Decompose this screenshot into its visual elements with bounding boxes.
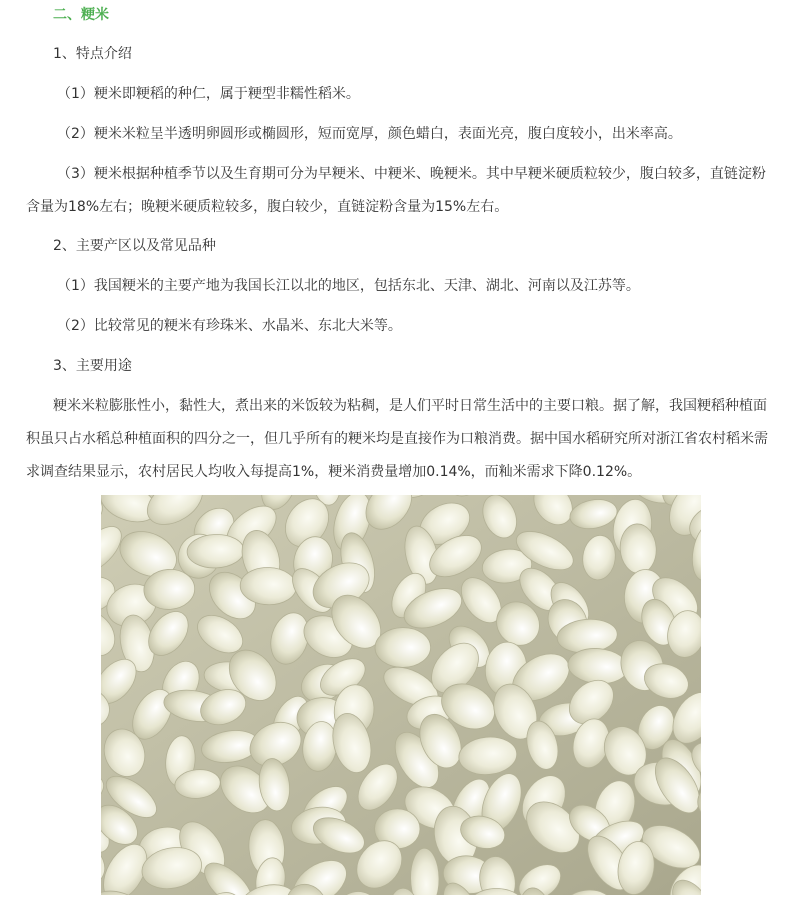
feature-item-1: （1）粳米即粳稻的种仁，属于粳型非糯性稻米。 xyxy=(57,86,360,102)
subsection-title-uses: 3、主要用途 xyxy=(53,358,132,374)
feature-item-3: （3）粳米根据种植季节以及生育期可分为早粳米、中粳米、晚粳米。其中早粳米硬质粒较少，腹白较多，直链淀粉含量为18%左右；晚粳米硬质粒较多，腹白较少，直链淀粉含量为15%左右。 xyxy=(26,166,766,215)
rice-grains-photo xyxy=(101,495,701,895)
rice-grain xyxy=(375,627,431,668)
feature-item-2: （2）粳米米粒呈半透明卵圆形或椭圆形，短而宽厚，颜色蜡白，表面光亮，腹白度较小，出米率高。 xyxy=(57,126,682,142)
section-heading: 二、粳米 xyxy=(53,7,109,23)
rice-grains-image xyxy=(101,495,701,895)
subsection-title-regions: 2、主要产区以及常见品种 xyxy=(53,238,216,254)
region-item-1: （1）我国粳米的主要产地为我国长江以北的地区，包括东北、天津、湖北、河南以及江苏等。 xyxy=(57,278,640,294)
region-item-2: （2）比较常见的粳米有珍珠米、水晶米、东北大米等。 xyxy=(57,318,402,334)
subsection-title-features: 1、特点介绍 xyxy=(53,46,132,62)
uses-paragraph: 粳米米粒膨胀性小，黏性大，煮出来的米饭较为粘稠，是人们平时日常生活中的主要口粮。据了解，我国粳稻种植面积虽只占水稻总种植面积的四分之一，但几乎所有的粳米均是直接作为口粮消费。据中国水稻研究所对浙江省农村稻米需求调查结果显示，农村居民人均收入每提高1%，粳米消费量增加0.14%，而籼米需求下降0.12%。 xyxy=(26,398,768,480)
